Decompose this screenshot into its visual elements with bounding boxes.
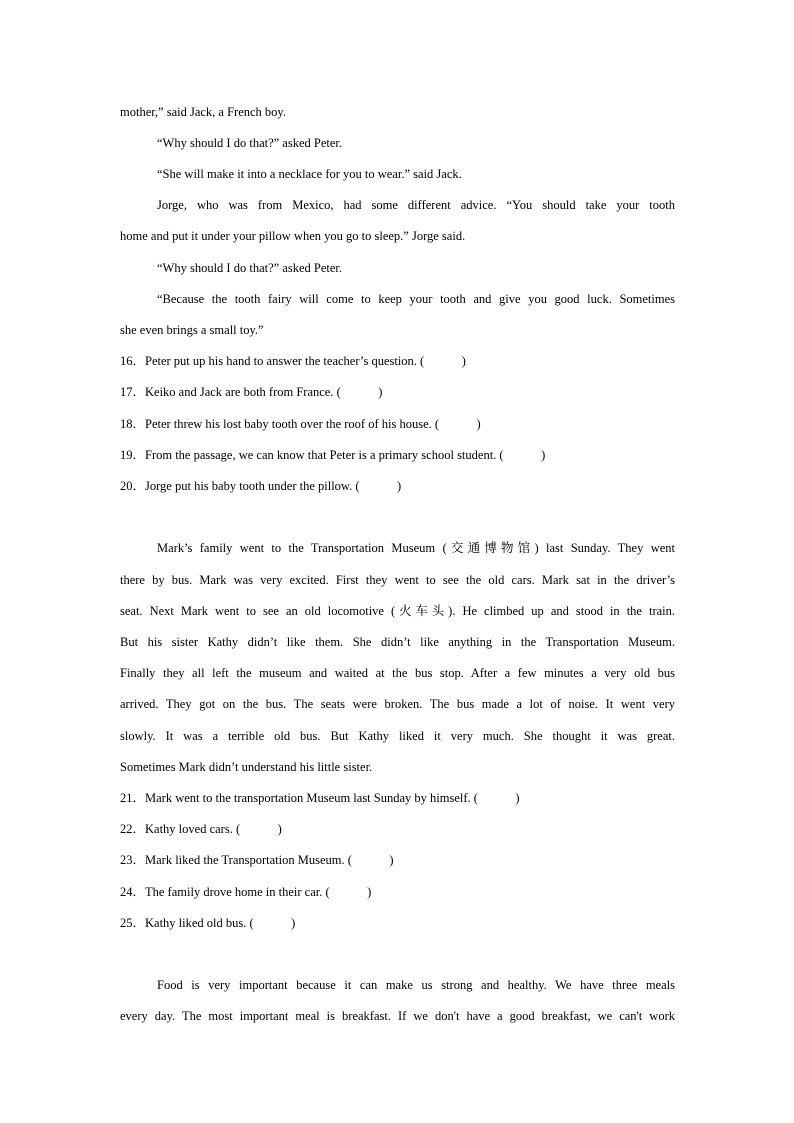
- question-item: 24．The family drove home in their car. ( ): [120, 885, 372, 899]
- question-item: 22．Kathy loved cars. ( ): [120, 822, 282, 836]
- question-item: 17．Keiko and Jack are both from France. ( ): [120, 385, 383, 399]
- paragraph-line: “Why should I do that?” asked Peter.: [157, 261, 343, 275]
- question-item: 25．Kathy liked old bus. ( ): [120, 916, 296, 930]
- paragraph-line: “Why should I do that?” asked Peter.: [157, 136, 343, 150]
- paragraph-line: mother,” said Jack, a French boy.: [120, 105, 286, 119]
- paragraph-line: Food is very important because it can make us strong and healthy. We have three meals: [157, 978, 675, 992]
- paragraph-line: “Because the tooth fairy will come to keep your tooth and give you good luck. Sometimes: [157, 292, 675, 306]
- paragraph-line: there by bus. Mark was very excited. First they went to see the old cars. Mark sat in the driver’s: [120, 573, 675, 587]
- paragraph-line: arrived. They got on the bus. The seats were broken. The bus made a lot of noise. It went very: [120, 697, 675, 711]
- paragraph-line: seat. Next Mark went to see an old locomotive (火车头). He climbed up and stood in the train.: [120, 604, 675, 618]
- paragraph-line: every day. The most important meal is breakfast. If we don't have a good breakfast, we can't work: [120, 1009, 675, 1023]
- paragraph-line: Finally they all left the museum and waited at the bus stop. After a few minutes a very old bus: [120, 666, 675, 680]
- question-item: 20．Jorge put his baby tooth under the pillow. ( ): [120, 479, 402, 493]
- paragraph-line: Jorge, who was from Mexico, had some different advice. “You should take your tooth: [157, 198, 675, 212]
- question-item: 19．From the passage, we can know that Peter is a primary school student. ( ): [120, 448, 546, 462]
- paragraph-line: But his sister Kathy didn’t like them. She didn’t like anything in the Transportation Museum.: [120, 635, 675, 649]
- paragraph-line: Mark’s family went to the Transportation Museum (交通博物馆) last Sunday. They went: [157, 541, 675, 555]
- paragraph-line: slowly. It was a terrible old bus. But Kathy liked it very much. She thought it was great.: [120, 729, 675, 743]
- question-item: 16．Peter put up his hand to answer the teacher’s question. ( ): [120, 354, 466, 368]
- paragraph-line: Sometimes Mark didn’t understand his little sister.: [120, 760, 373, 774]
- paragraph-line: she even brings a small toy.”: [120, 323, 264, 337]
- question-item: 18．Peter threw his lost baby tooth over the roof of his house. ( ): [120, 417, 481, 431]
- paragraph-line: home and put it under your pillow when you go to sleep.” Jorge said.: [120, 229, 466, 243]
- question-item: 23．Mark liked the Transportation Museum. ( ): [120, 853, 394, 867]
- paragraph-line: “She will make it into a necklace for you to wear.” said Jack.: [157, 167, 462, 181]
- question-item: 21．Mark went to the transportation Museum last Sunday by himself. ( ): [120, 791, 520, 805]
